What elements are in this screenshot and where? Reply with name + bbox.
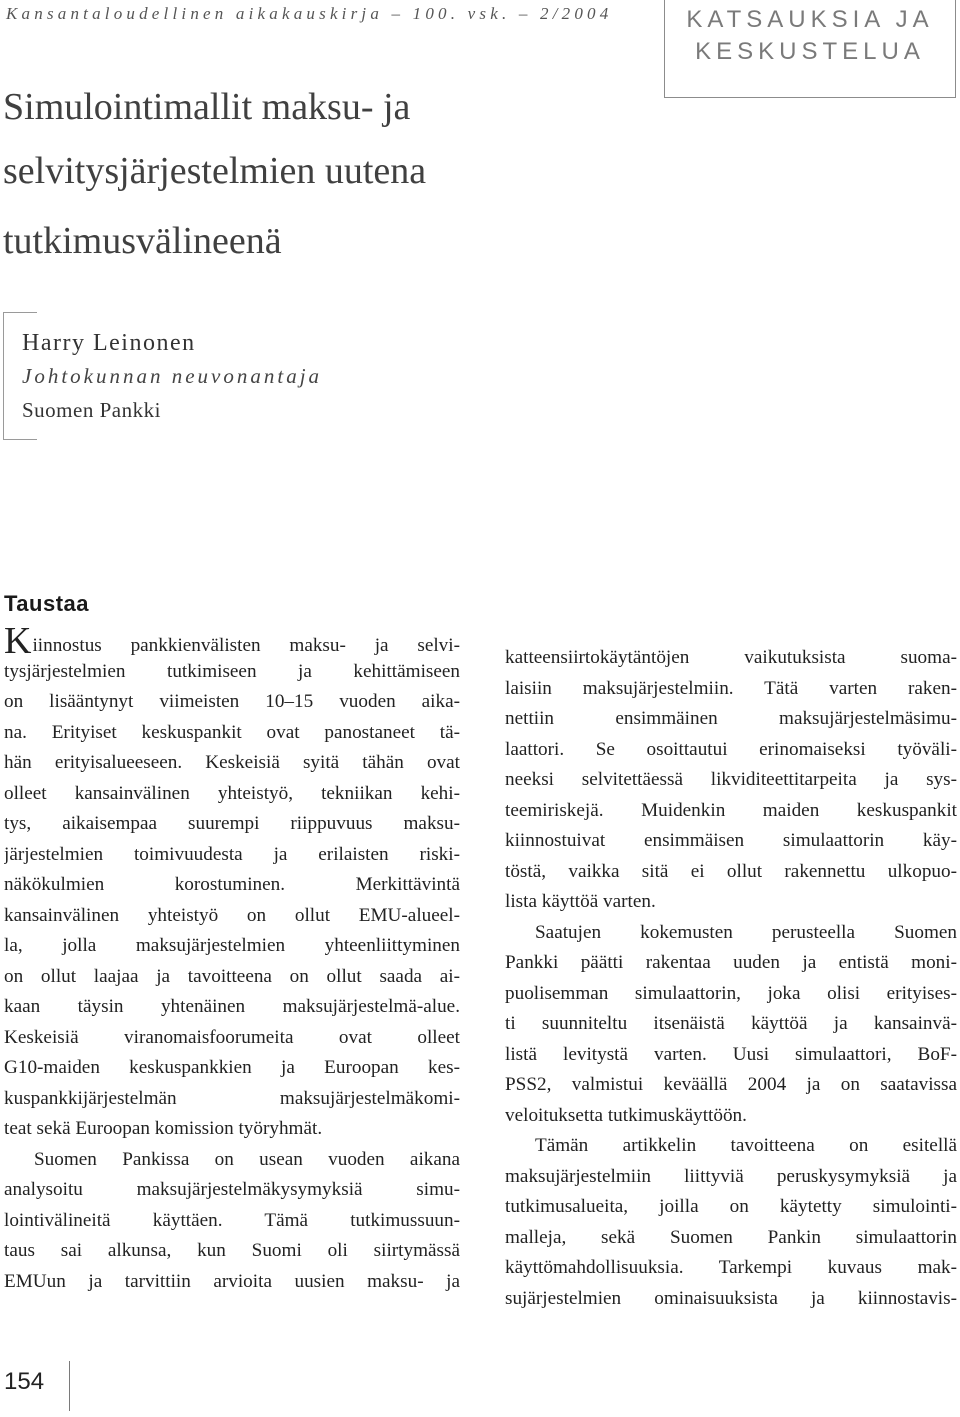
body-line: on ollut laajaa ja tavoitteena on ollut saada ai- <box>4 965 460 987</box>
body-line: listä levitystä varten. Uusi simulaattori, BoF- <box>505 1043 957 1065</box>
body-column-left <box>4 626 460 1297</box>
body-line: hän erityisalueeseen. Keskeisiä syitä tähän ovat <box>4 752 460 773</box>
page-number: 154 <box>4 1368 45 1395</box>
article-title-line-1: Simulointimallit maksu- ja <box>3 86 411 128</box>
body-line: Tämän artikkelin tavoitteena on esitellä <box>535 1135 957 1156</box>
body-line: puolisemman simulaattorin, joka olisi erityises- <box>505 982 957 1004</box>
body-line: ti suunniteltu itsenäistä käyttöä ja kansainvä- <box>505 1013 957 1034</box>
article-title-line-2: selvitysjärjestelmien uutena <box>3 150 427 192</box>
body-line: Saatujen kokemusten perusteella Suomen <box>535 921 957 943</box>
author-role: Johtokunnan neuvonantaja <box>22 364 323 388</box>
body-line: kuspankkijärjestelmän maksujärjestelmäkomi- <box>4 1087 460 1109</box>
body-line: näkökulmien korostuminen. Merkittävintä <box>4 874 460 895</box>
body-line: Keskeisiä viranomaisfoorumeita ovat olleet <box>4 1026 460 1048</box>
section-label-line-2: KESKUSTELUA <box>695 38 925 65</box>
body-line: G10-maiden keskuspankkien ja Euroopan kes- <box>4 1057 460 1078</box>
body-column-right <box>505 643 957 1314</box>
body-line: kiinnostuivat ensimmäisen simulaattorin käy- <box>505 830 957 851</box>
body-line: olleet kansainvälinen yhteistyö, tekniikan kehi- <box>4 782 460 804</box>
body-line: sujärjestelmien ominaisuuksista ja kiinnostavis- <box>505 1287 957 1309</box>
body-line: on lisääntynyt viimeisten 10–15 vuoden aika- <box>4 691 460 712</box>
body-line: järjestelmien toimivuudesta ja erilaisten riski- <box>4 843 460 865</box>
body-line: tutkimusalueita, joilla on käytetty simulointi- <box>505 1196 957 1217</box>
body-line: neeksi selvitettäessä likviditeettitarpeita ja sys- <box>505 769 957 790</box>
body-line: taus sai alkunsa, kun Suomi oli siirtymässä <box>4 1240 460 1261</box>
body-line: Pankki päätti rakentaa uuden ja entistä moni- <box>505 952 957 973</box>
body-line: Suomen Pankissa on usean vuoden aikana <box>34 1148 460 1170</box>
section-label-box <box>664 0 956 98</box>
journal-header: Kansantaloudellinen aikakauskirja – 100. vsk. – 2/2004 <box>6 4 613 23</box>
body-line-text: iinnostus pankkienvälisten maksu- ja selvi- <box>32 635 460 656</box>
author-name: Harry Leinonen <box>22 330 196 356</box>
author-organization: Suomen Pankki <box>22 398 161 422</box>
body-line: lista käyttöä varten. <box>505 891 656 912</box>
body-line: laisiin maksujärjestelmiin. Tätä varten raken- <box>505 677 957 699</box>
body-line: EMUun ja tarvittiin arvioita uusien maksu- ja <box>4 1270 460 1292</box>
body-line <box>4 626 460 657</box>
body-line: kaan täysin yhtenäinen maksujärjestelmä-alue. <box>4 996 460 1017</box>
body-line: käyttömahdollisuuksia. Tarkempi kuvaus mak- <box>505 1257 957 1278</box>
drop-cap: K <box>4 626 32 657</box>
body-line: teat sekä Euroopan komission työryhmät. <box>4 1118 323 1139</box>
body-line: laattori. Se osoittautui erinomaiseksi työväli- <box>505 738 957 760</box>
body-line: la, jolla maksujärjestelmien yhteenliittyminen <box>4 935 460 956</box>
body-line: na. Erityiset keskuspankit ovat panostaneet tä- <box>4 721 460 743</box>
body-line: töstä, vaikka sitä ei ollut rakennettu ulkopuo- <box>505 860 957 882</box>
body-line: nettiin ensimmäinen maksujärjestelmäsimu- <box>505 708 957 729</box>
body-line: tysjärjestelmien tutkimiseen ja kehittämiseen <box>4 660 460 682</box>
body-line: malleja, sekä Suomen Pankin simulaattorin <box>505 1226 957 1248</box>
body-line: tys, aikaisempaa suurempi riippuvuus maksu- <box>4 813 460 834</box>
article-title-line-3: tutkimusvälineenä <box>3 220 282 262</box>
body-line: analysoitu maksujärjestelmäkysymyksiä simu- <box>4 1179 460 1200</box>
body-line: maksujärjestelmiin liittyviä peruskysymyksiä ja <box>505 1165 957 1187</box>
page-number-divider <box>69 1361 70 1411</box>
section-label-line-1: KATSAUKSIA JA <box>686 6 934 33</box>
body-line: PSS2, valmistui keväällä 2004 ja on saatavissa <box>505 1074 957 1095</box>
body-line: lointivälineitä käyttäen. Tämä tutkimussuun- <box>4 1209 460 1231</box>
body-line: katteensiirtokäytäntöjen vaikutuksista suoma- <box>505 647 957 668</box>
body-line: veloituksetta tutkimuskäyttöön. <box>505 1104 747 1126</box>
section-heading: Taustaa <box>4 591 90 616</box>
body-line: kansainvälinen yhteistyö on ollut EMU-alueel- <box>4 904 460 926</box>
body-line: teemiriskejä. Muidenkin maiden keskuspankit <box>505 799 957 821</box>
